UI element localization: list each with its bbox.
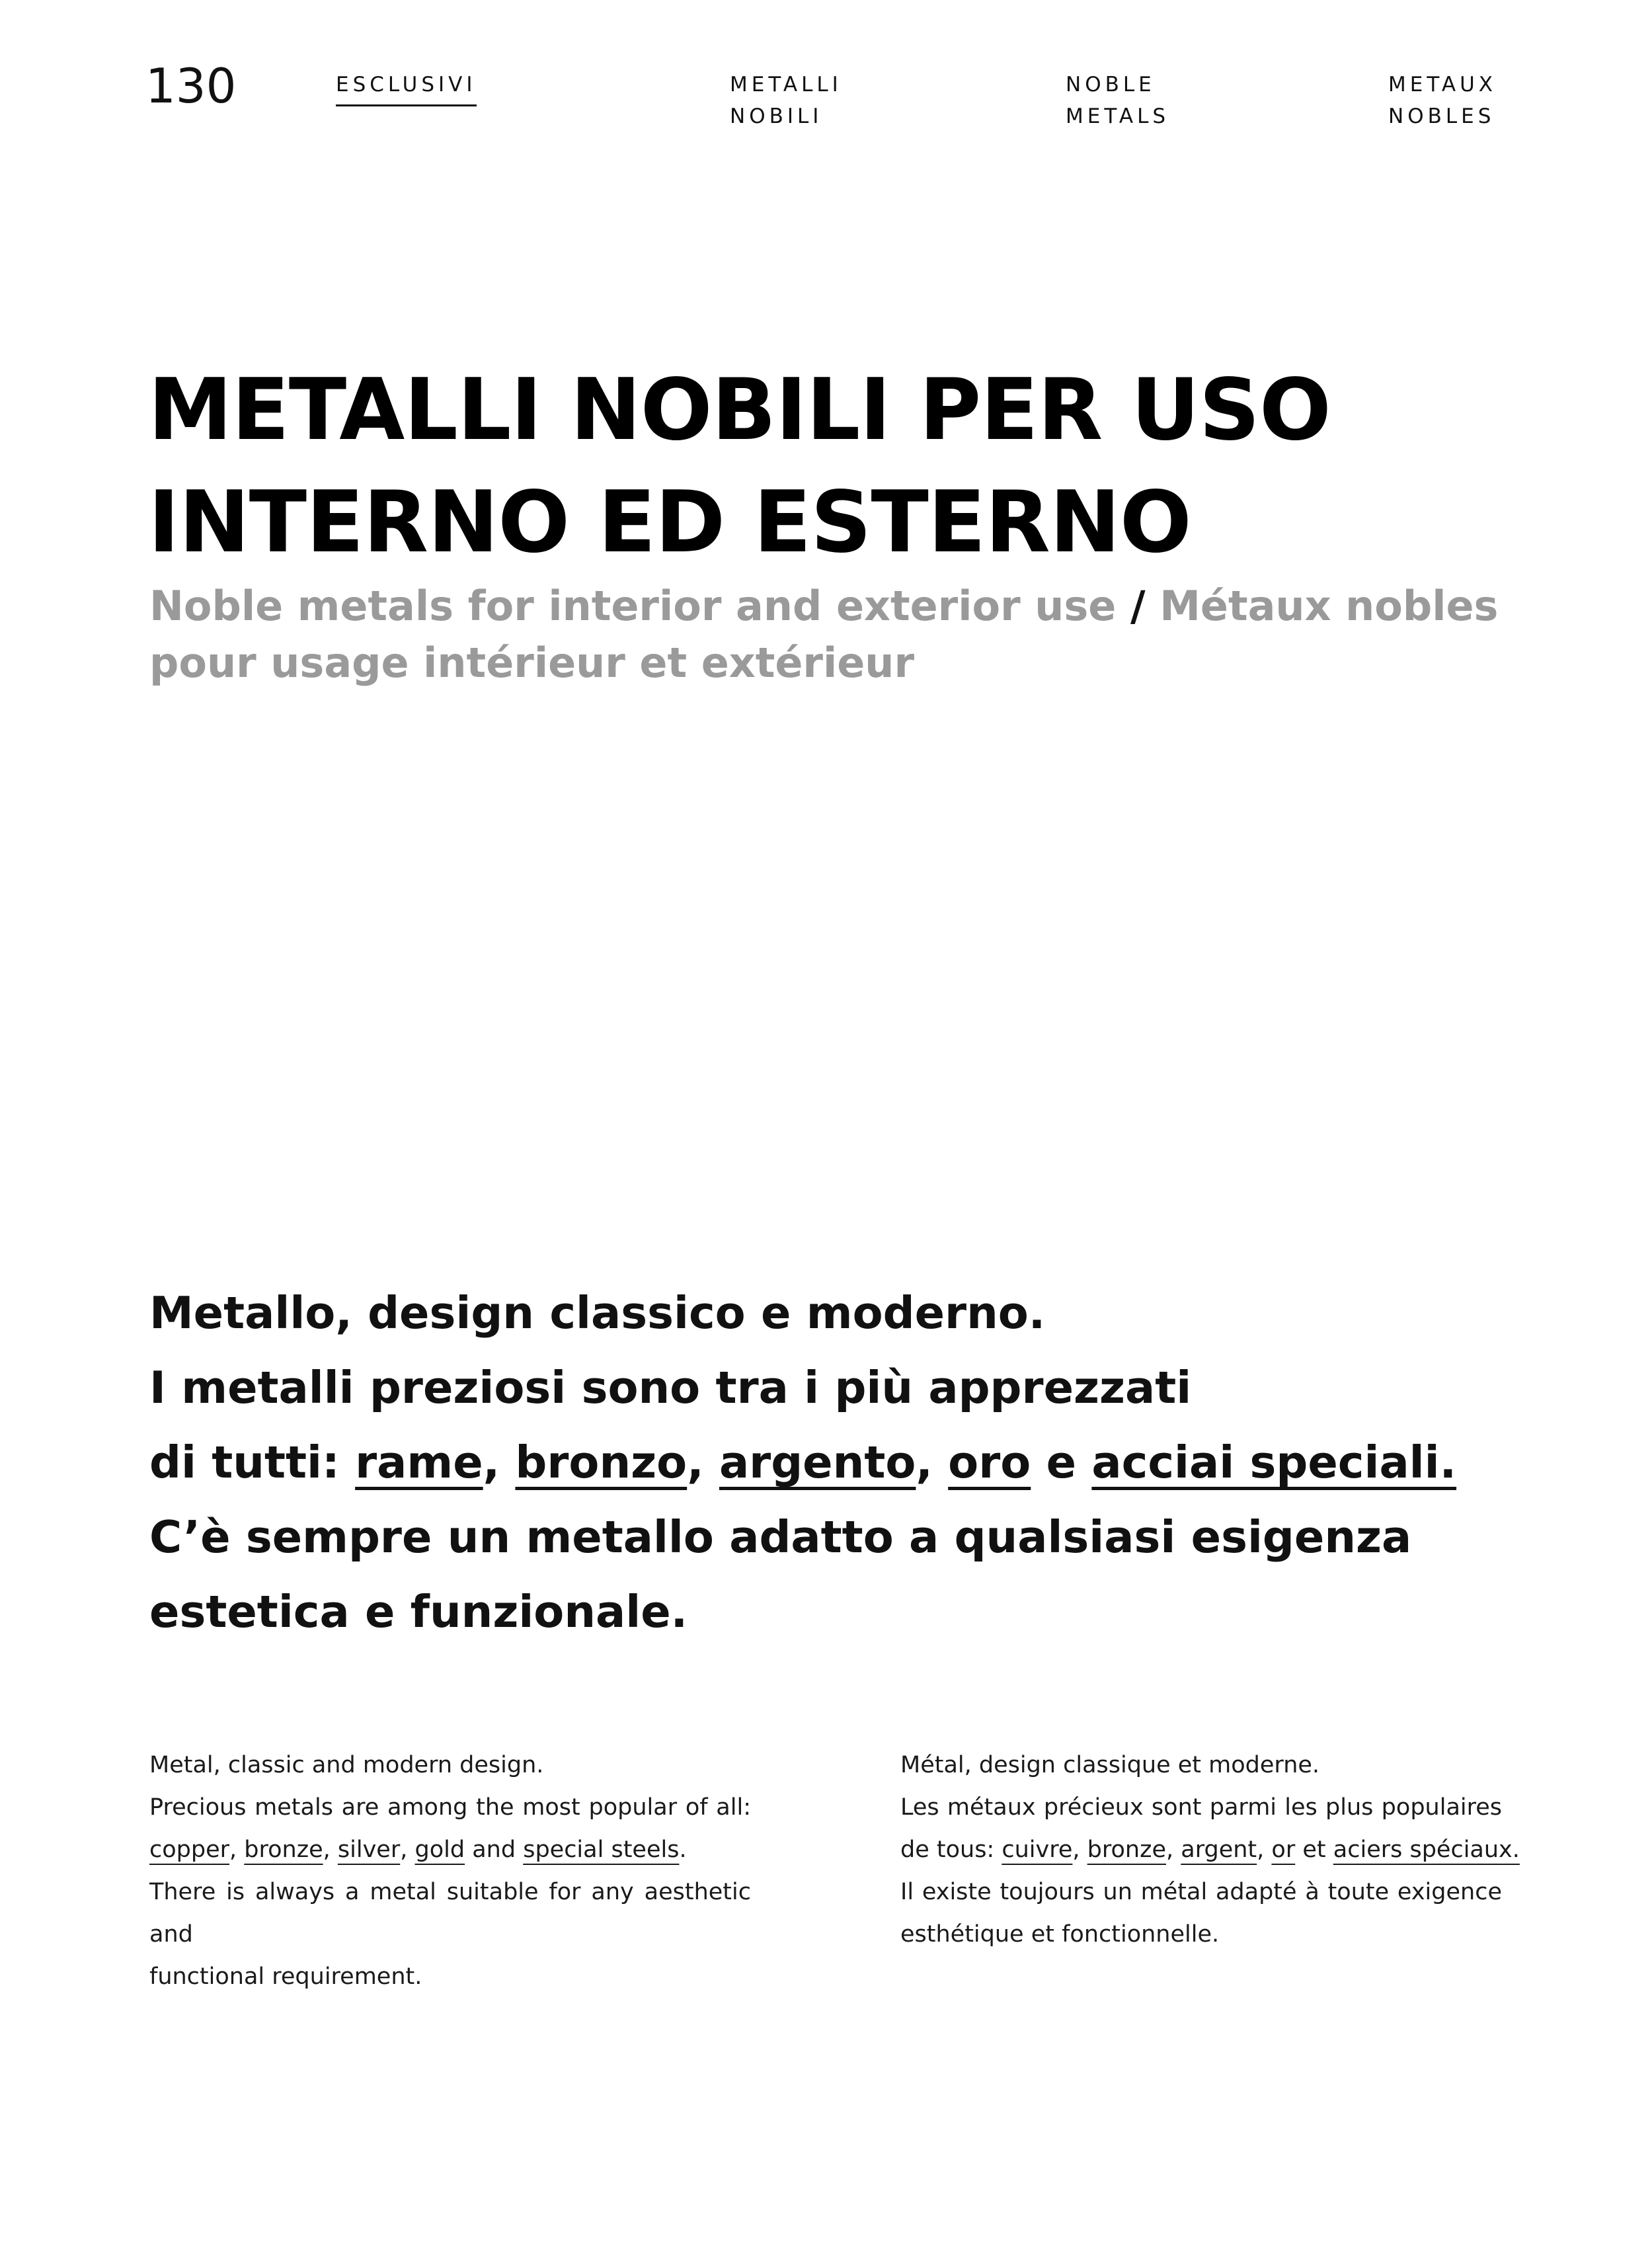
nav-label-line: METAUX xyxy=(1388,73,1497,97)
nav-label: ESCLUSIVI xyxy=(336,73,477,97)
lead-line: C’è sempre un metallo adatto a qualsiasi esigenza xyxy=(149,1511,1412,1563)
body-line: de tous: cuivre, bronze, argent, or et aciers spéciaux. xyxy=(900,1837,1520,1863)
nav-label-line: METALLI xyxy=(730,73,842,97)
metal-link-acciai-speciali[interactable]: acciai speciali. xyxy=(1091,1437,1457,1488)
page-title xyxy=(148,354,1536,579)
lead-line: Metallo, design classico e moderno. xyxy=(149,1287,1046,1339)
metal-link-oro[interactable]: oro xyxy=(948,1437,1031,1488)
nav-label-line: METALS xyxy=(1066,104,1170,128)
body-line: Métal, design classique et moderne. xyxy=(900,1752,1320,1778)
nav-label-line: NOBLE xyxy=(1066,73,1156,97)
body-line: There is always a metal suitable for any aesthetic and xyxy=(149,1879,751,1948)
nav-item-metalli-nobili[interactable] xyxy=(730,69,842,132)
metal-link-aciers-speciaux[interactable]: aciers spéciaux. xyxy=(1333,1837,1520,1863)
metal-link-rame[interactable]: rame xyxy=(355,1437,483,1488)
metal-link-bronze-fr[interactable]: bronze xyxy=(1087,1837,1166,1863)
page-subtitle xyxy=(149,578,1571,692)
subtitle-fr: Métaux nobles pour usage intérieur et extérieur xyxy=(149,582,1499,687)
body-line: copper, bronze, silver, gold and special steels. xyxy=(149,1837,687,1863)
page-number: 130 xyxy=(145,58,237,114)
lead-text: di tutti: xyxy=(149,1437,356,1488)
nav-item-noble-metals[interactable] xyxy=(1066,69,1169,132)
subtitle-separator: / xyxy=(1130,582,1146,630)
metal-link-copper[interactable]: copper xyxy=(149,1837,230,1863)
subtitle-en: Noble metals for interior and exterior use xyxy=(149,582,1117,630)
metal-link-argent[interactable]: argent xyxy=(1181,1837,1257,1863)
metal-link-gold[interactable]: gold xyxy=(414,1837,465,1863)
body-line: Il existe toujours un métal adapté à toute exigence xyxy=(900,1879,1502,1905)
nav-label-line: NOBILI xyxy=(730,104,823,128)
lead-paragraph-it xyxy=(149,1276,1571,1649)
body-text-fr xyxy=(900,1744,1520,1956)
body-line: functional requirement. xyxy=(149,1963,422,1990)
body-line: Les métaux précieux sont parmi les plus populaires xyxy=(900,1794,1502,1821)
metal-link-bronzo[interactable]: bronzo xyxy=(515,1437,688,1488)
lead-text: e xyxy=(1046,1437,1077,1488)
body-text: de tous: xyxy=(900,1837,1002,1863)
metal-link-argento[interactable]: argento xyxy=(719,1437,916,1488)
metal-link-special-steels[interactable]: special steels xyxy=(523,1837,680,1863)
body-text: et xyxy=(1302,1837,1326,1863)
body-line: Precious metals are among the most popular of all: xyxy=(149,1794,751,1821)
metal-link-or[interactable]: or xyxy=(1271,1837,1296,1863)
lead-line: estetica e funzionale. xyxy=(149,1586,688,1638)
nav-item-esclusivi[interactable] xyxy=(336,69,477,106)
lead-line: I metalli preziosi sono tra i più apprezzati xyxy=(149,1362,1192,1413)
nav-item-metaux-nobles[interactable] xyxy=(1388,69,1497,132)
body-line: Metal, classic and modern design. xyxy=(149,1752,544,1778)
nav-label-line: NOBLES xyxy=(1388,104,1495,128)
body-text: and xyxy=(472,1837,516,1863)
body-text-en xyxy=(149,1744,751,1998)
body-line: esthétique et fonctionnelle. xyxy=(900,1921,1220,1948)
metal-link-bronze[interactable]: bronze xyxy=(244,1837,323,1863)
title-line: METALLI NOBILI PER USO xyxy=(148,361,1331,459)
metal-link-cuivre[interactable]: cuivre xyxy=(1002,1837,1073,1863)
lead-line: di tutti: rame, bronzo, argento, oro e acciai speciali. xyxy=(149,1437,1457,1488)
metal-link-silver[interactable]: silver xyxy=(337,1837,401,1863)
title-line: INTERNO ED ESTERNO xyxy=(148,473,1191,572)
